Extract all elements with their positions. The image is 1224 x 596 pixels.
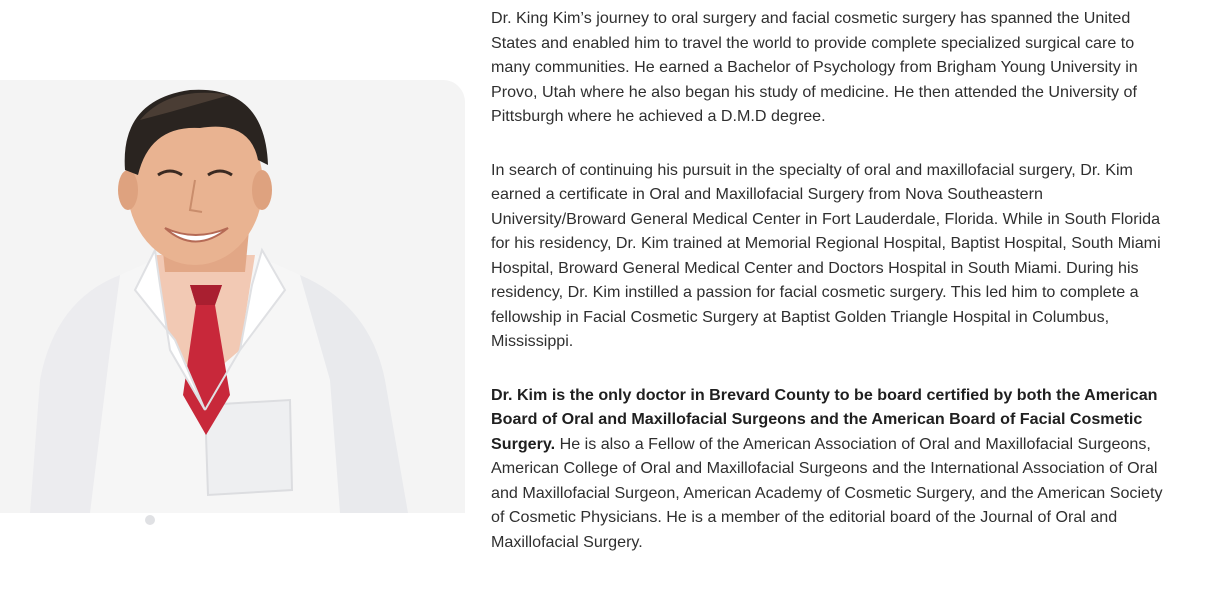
doctor-bio: [491, 6, 1163, 583]
bio-paragraph-training: In search of continuing his pursuit in the specialty of oral and maxillofacial surgery, Dr. Kim earned a certificate in Oral and Maxillofacial Surgery from Nova Southeastern University/Broward General Medical Center in Fort Lauderdale, Florida. While in South Florida for his residency, Dr. Kim trained at Memorial Regional Hospital, Baptist Hospital, South Miami Hospital, Broward General Medical Center and Doctors Hospital in South Miami. During his residency, Dr. Kim instilled a passion for facial cosmetic surgery. This led him to complete a fellowship in Facial Cosmetic Surgery at Baptist Golden Triangle Hospital in Columbus, Mississippi.: [491, 160, 1161, 350]
doctor-photo-card: [0, 80, 465, 513]
board-certification-statement: Dr. Kim is the only doctor in Brevard County to be board certified by both the American Board of Oral and Maxillofacial Surgeons and the American Board of Facial Cosmetic Surgery.: [491, 385, 1158, 453]
doctor-portrait-image: [0, 50, 465, 513]
bio-paragraph-education: Dr. King Kim’s journey to oral surgery and facial cosmetic surgery has spanned the United States and enabled him to travel the world to provide complete specialized surgical care to many communities. He earned a Bachelor of Psychology from Brigham Young University in Provo, Utah where he also began his study of medicine. He then attended the University of Pittsburgh where he achieved a D.M.D degree.: [491, 9, 1138, 125]
bio-paragraph-memberships: He is also a Fellow of the American Association of Oral and Maxillofacial Surgeons, American College of Oral and Maxillofacial Surgeons and the International Association of Oral and Maxillofacial Surgeon, American Academy of Cosmetic Surgery, and the American Society of Cosmetic Physicians. He is a member of the editorial board of the Journal of Oral and Maxillofacial Surgery.: [491, 434, 1163, 551]
bio-paragraph-certifications: [491, 383, 1163, 555]
